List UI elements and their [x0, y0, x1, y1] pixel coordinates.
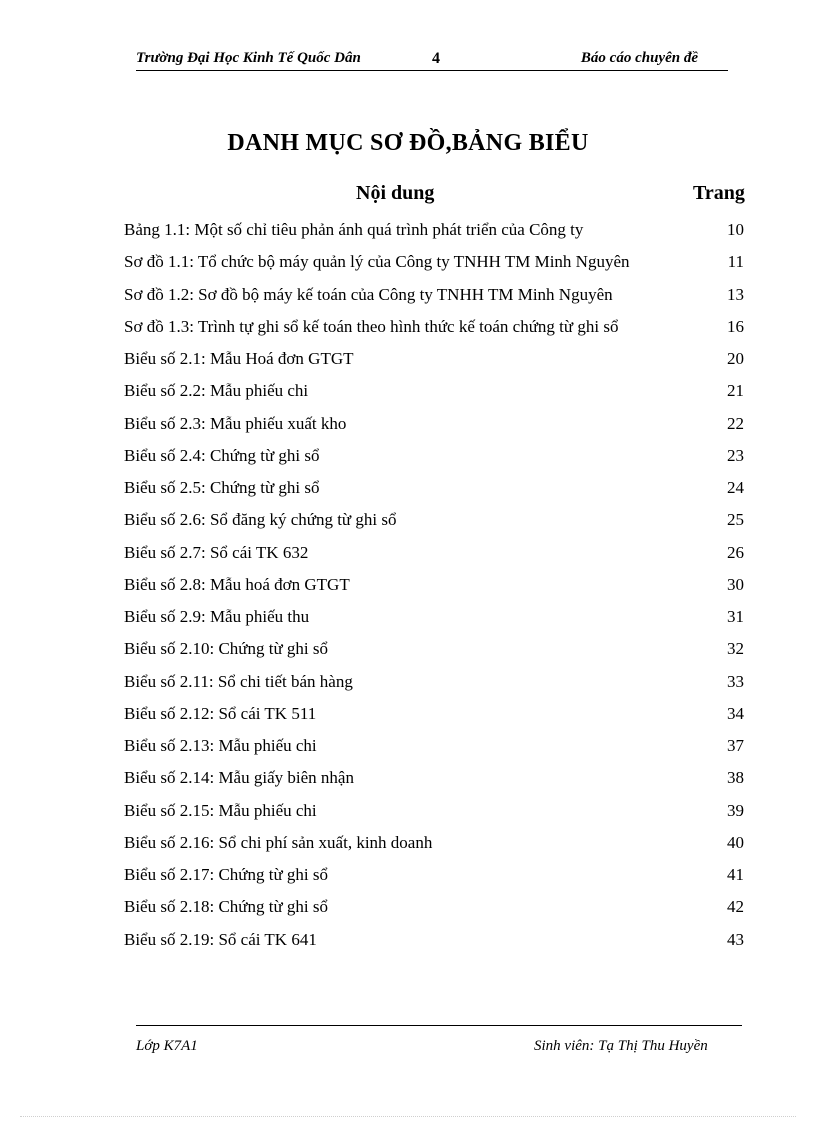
toc-entry-page: 13	[727, 284, 744, 304]
toc-entry	[124, 474, 744, 506]
toc-entry-label: Biểu số 2.11: Sổ chi tiết bán hàng	[124, 671, 353, 691]
toc-entry-page: 31	[727, 607, 744, 626]
toc-entry-label: Biểu số 2.13: Mẫu phiếu chi	[124, 736, 317, 755]
toc-entry-page: 41	[727, 865, 744, 884]
toc-entry-label: Biểu số 2.5: Chứng từ ghi sổ	[124, 478, 320, 497]
toc-entry-page: 23	[727, 445, 744, 465]
toc-entry	[124, 216, 744, 248]
page-title: DANH MỤC SƠ ĐỒ,BẢNG BIỂU	[227, 130, 589, 156]
class-name: Lớp K7A1	[136, 1038, 198, 1054]
toc-entry	[124, 861, 744, 893]
column-header-content: Nội dung	[356, 182, 435, 204]
toc-entry-label: Biểu số 2.15: Mẫu phiếu chi	[124, 800, 317, 820]
toc-entry	[124, 764, 744, 796]
toc-entry-page: 11	[727, 252, 744, 272]
toc-entry-label: Biểu số 2.2: Mẫu phiếu chi	[124, 381, 309, 401]
toc-entry-page: 34	[727, 703, 744, 723]
toc-entry-label: Biểu số 2.18: Chứng từ ghi sổ	[124, 897, 329, 917]
toc-entry	[124, 926, 744, 958]
toc-entry-page: 43	[727, 929, 744, 949]
toc-entry-page: 32	[727, 639, 744, 659]
toc-entry	[124, 442, 744, 474]
toc-entry	[124, 248, 744, 280]
toc-entry-page: 30	[727, 574, 744, 594]
toc-entry	[124, 506, 744, 538]
page-header	[136, 48, 728, 71]
toc-entry-page: 20	[727, 349, 744, 368]
report-type: Báo cáo chuyên đề	[580, 50, 698, 66]
toc-entry	[124, 893, 744, 925]
toc-entry-page: 16	[727, 316, 744, 336]
toc-entry-label: Biểu số 2.19: Sổ cái TK 641	[124, 929, 317, 949]
toc-entry	[124, 377, 744, 409]
toc-entry	[124, 732, 744, 764]
column-header-page: Trang	[693, 182, 745, 204]
toc-entry-label: Biểu số 2.17: Chứng từ ghi sổ	[124, 865, 329, 884]
toc-entry	[124, 603, 744, 635]
toc-entry-page: 39	[727, 800, 744, 820]
toc-entry-page: 37	[727, 736, 744, 755]
toc-entry-page: 10	[727, 220, 744, 239]
toc-entry-label: Biểu số 2.9: Mẫu phiếu thu	[124, 607, 310, 626]
toc-entry	[124, 281, 744, 313]
toc-entry	[124, 797, 744, 829]
school-name: Trường Đại Học Kinh Tế Quốc Dân	[136, 50, 361, 66]
page-number: 4	[432, 50, 440, 67]
page-footer	[136, 1025, 742, 1054]
toc-entry-label: Biểu số 2.7: Sổ cái TK 632	[124, 542, 309, 562]
toc-entry-label: Sơ đồ 1.1: Tổ chức bộ máy quản lý của Công ty TNHH TM Minh Nguyên	[124, 252, 630, 272]
toc-entry-label: Biểu số 2.16: Sổ chi phí sản xuất, kinh doanh	[124, 832, 433, 852]
toc-entry	[124, 539, 744, 571]
toc-entry-page: 25	[727, 510, 744, 530]
toc-entry-page: 40	[727, 832, 744, 852]
toc-entry	[124, 700, 744, 732]
toc-entry-label: Biểu số 2.8: Mẫu hoá đơn GTGT	[124, 574, 350, 594]
toc-entry-label: Biểu số 2.6: Sổ đăng ký chứng từ ghi sổ	[124, 510, 397, 530]
toc-entry	[124, 313, 744, 345]
page-bottom-border	[20, 1116, 796, 1117]
toc-entry-label: Biểu số 2.14: Mẫu giấy biên nhận	[124, 768, 354, 788]
toc-entry-label: Biểu số 2.12: Sổ cái TK 511	[124, 703, 317, 723]
toc-entry-label: Biểu số 2.4: Chứng từ ghi sổ	[124, 445, 320, 465]
toc-entry-page: 26	[727, 542, 744, 562]
toc-entry	[124, 829, 744, 861]
toc-entry-label: Sơ đồ 1.3: Trình tự ghi sổ kế toán theo hình thức kế toán chứng từ ghi sổ	[124, 316, 619, 336]
table-of-figures	[124, 216, 744, 958]
toc-entry-page: 24	[727, 478, 744, 497]
student-name: Sinh viên: Tạ Thị Thu Huyền	[534, 1038, 708, 1054]
toc-entry-label: Sơ đồ 1.2: Sơ đồ bộ máy kế toán của Công ty TNHH TM Minh Nguyên	[124, 284, 613, 304]
toc-entry-page: 42	[727, 897, 744, 917]
toc-entry-page: 33	[727, 671, 744, 691]
toc-entry	[124, 345, 744, 377]
toc-entry-label: Biểu số 2.10: Chứng từ ghi sổ	[124, 639, 329, 659]
toc-entry-label: Biểu số 2.3: Mẫu phiếu xuất kho	[124, 413, 347, 433]
toc-entry	[124, 668, 744, 700]
toc-entry	[124, 571, 744, 603]
toc-entry-page: 22	[727, 413, 744, 433]
toc-entry-page: 21	[727, 381, 744, 401]
toc-entry-label: Bảng 1.1: Một số chỉ tiêu phản ánh quá trình phát triển của Công ty	[124, 220, 584, 239]
toc-entry	[124, 410, 744, 442]
toc-entry	[124, 635, 744, 667]
toc-entry-page: 38	[727, 768, 744, 788]
toc-entry-label: Biểu số 2.1: Mẫu Hoá đơn GTGT	[124, 349, 354, 368]
